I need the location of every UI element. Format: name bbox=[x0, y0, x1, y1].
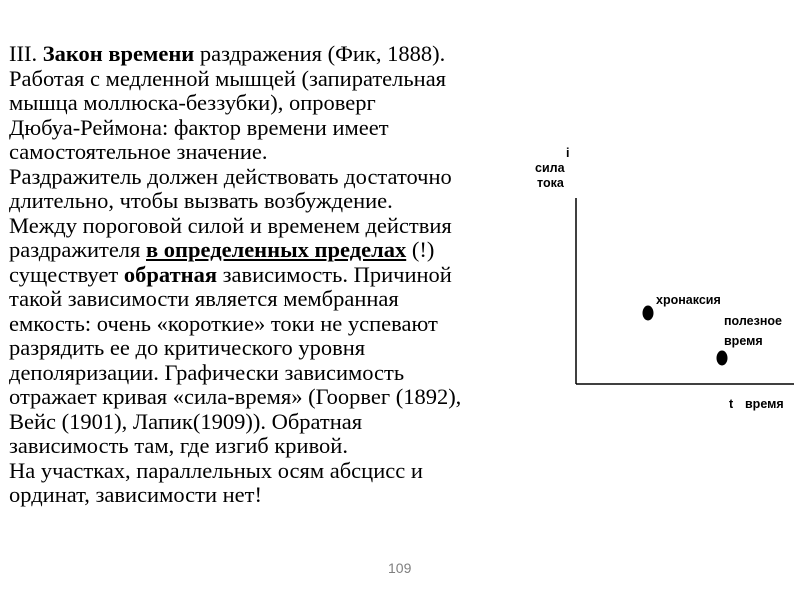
chronaxie-label: хронаксия bbox=[656, 293, 721, 307]
text-line: мышца моллюска-беззубки), опроверг bbox=[9, 90, 376, 115]
x-axis-symbol: t bbox=[729, 397, 734, 411]
text-line: Дюбуа-Реймона: фактор времени имеет bbox=[9, 114, 389, 140]
text-segment: существует bbox=[9, 261, 124, 287]
emphasis-underlined: в определенных пределах bbox=[146, 237, 407, 262]
law-title-rest: раздражения (Фик, 1888). bbox=[194, 41, 446, 66]
text-line: Вейс (1901), Лапик(1909)). Обратная bbox=[9, 408, 363, 434]
text-line: На участках, параллельных осям абсцисс и bbox=[9, 457, 423, 483]
x-axis-label: время bbox=[745, 397, 784, 411]
text-segment: зависимость. Причиной bbox=[217, 261, 452, 287]
text-line: деполяризации. Графически зависимость bbox=[9, 359, 405, 385]
page-number: 109 bbox=[388, 560, 412, 576]
text-line: длительно, чтобы вызвать возбуждение. bbox=[9, 188, 393, 213]
useful-time-label: время bbox=[724, 334, 763, 348]
text-line: Между пороговой силой и временем действия bbox=[9, 212, 452, 238]
text-line: Раздражитель должен действовать достаточно bbox=[9, 163, 452, 189]
text-segment: раздражителя bbox=[9, 237, 147, 262]
text-line: самостоятельное значение. bbox=[9, 139, 268, 164]
text-line: ординат, зависимости нет! bbox=[9, 482, 262, 507]
law-title: Закон времени bbox=[42, 41, 195, 66]
emphasis-bold: обратная bbox=[123, 261, 218, 287]
text-line: Работая с медленной мышцей (запирательная bbox=[9, 65, 447, 91]
chronaxie-point bbox=[643, 306, 654, 321]
y-axis-symbol: i bbox=[566, 146, 570, 160]
section-number: III. bbox=[9, 41, 43, 66]
text-line: емкость: очень «короткие» токи не успевают bbox=[9, 310, 438, 336]
text-segment: (!) bbox=[406, 237, 435, 262]
useful-time-label: полезное bbox=[724, 314, 782, 328]
y-axis-label: тока bbox=[537, 176, 564, 190]
text-line: такой зависимости является мембранная bbox=[9, 286, 399, 311]
text-line: отражает кривая «сила-время» (Гоорвег (1892), bbox=[9, 384, 462, 409]
text-line: разрядить ее до критического уровня bbox=[9, 335, 366, 360]
useful-time-point bbox=[717, 351, 728, 366]
y-axis-label: сила bbox=[535, 161, 565, 175]
text-line: зависимость там, где изгиб кривой. bbox=[9, 433, 348, 458]
